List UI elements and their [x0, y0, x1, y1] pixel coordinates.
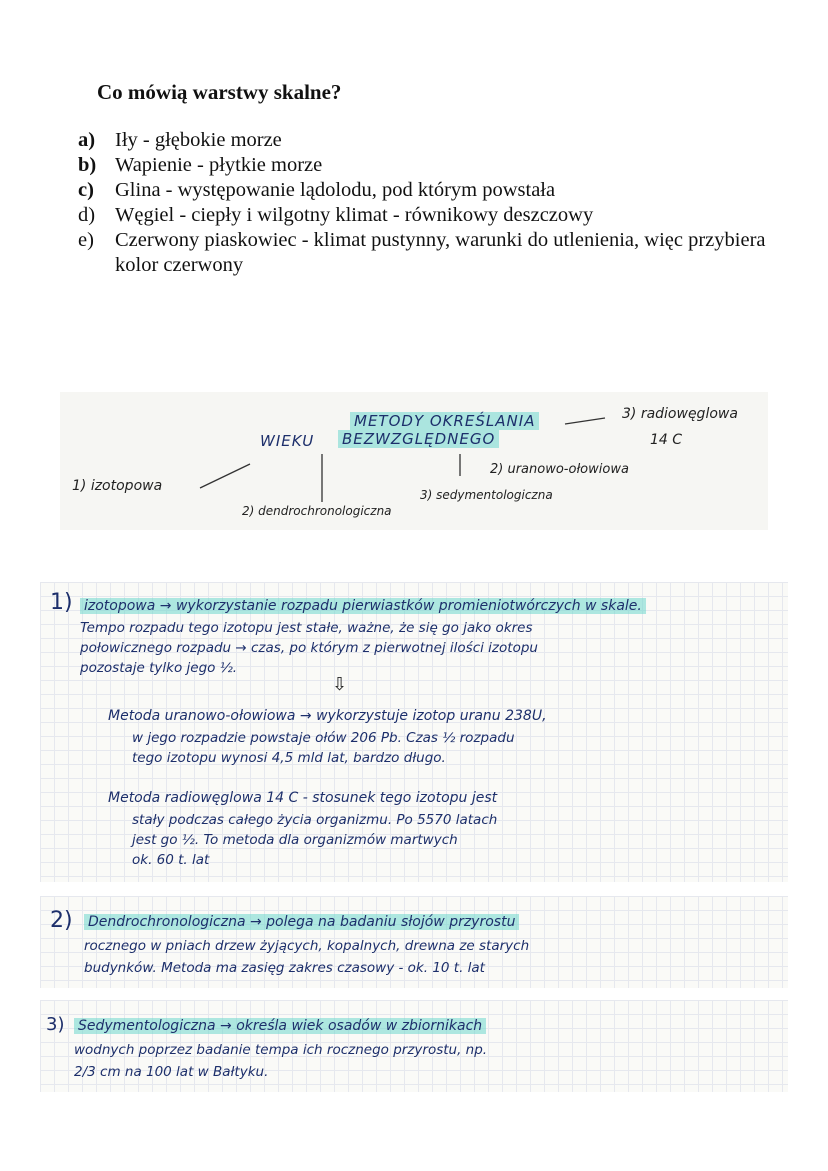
- note-line: ok. 60 t. lat: [132, 852, 210, 868]
- mindmap-carbon-label: 14 C: [650, 432, 683, 448]
- list-item: [78, 203, 778, 228]
- list-item: [78, 153, 778, 178]
- note-line: Tempo rozpadu tego izotopu jest stałe, ważne, że się go jako okres: [80, 620, 533, 636]
- handwritten-notes-sedym: [40, 1000, 788, 1092]
- note-line: stały podczas całego życia organizmu. Po 5570 latach: [132, 812, 498, 828]
- note-line: budynków. Metoda ma zasięg zakres czasowy - ok. 10 t. lat: [84, 960, 485, 976]
- handwritten-mindmap: [60, 392, 768, 530]
- note-line: pozostaje tylko jego ½.: [80, 660, 238, 676]
- list-text: Wapienie - płytkie morze: [115, 154, 323, 176]
- note-line: Metoda radiowęglowa 14 C - stosunek tego izotopu jest: [108, 790, 498, 806]
- mindmap-arrows: [60, 392, 768, 530]
- rock-layers-list: [78, 128, 778, 278]
- note-line: rocznego w pniach drzew żyjących, kopalnych, drewna ze starych: [84, 938, 530, 954]
- note-line: w jego rozpadzie powstaje ołów 206 Pb. Czas ½ rozpadu: [132, 730, 515, 746]
- list-label: d): [78, 204, 96, 226]
- list-text: Glina - występowanie lądolodu, pod którym powstała: [115, 179, 556, 201]
- note-line: wodnych poprzez badanie tempa ich rocznego przyrostu, np.: [74, 1042, 488, 1058]
- note-line: 2/3 cm na 100 lat w Bałtyku.: [74, 1064, 269, 1080]
- mindmap-method-dendro: 2) dendrochronologiczna: [242, 504, 392, 518]
- list-item: [78, 178, 778, 203]
- list-text: Iły - głębokie morze: [115, 129, 282, 151]
- list-label: a): [78, 129, 96, 151]
- handwritten-notes-dendro: [40, 896, 788, 988]
- mindmap-method-carbon: 3) radiowęglowa: [622, 406, 738, 422]
- list-item: [78, 228, 778, 278]
- page-title: Co mówią warstwy skalne?: [97, 80, 342, 104]
- note-number: 3): [46, 1014, 65, 1035]
- mindmap-method-uranium: 2) uranowo-ołowiowa: [490, 462, 629, 477]
- down-arrow-icon: ⇩: [332, 674, 348, 695]
- list-text: Węgiel - ciepły i wilgotny klimat - równikowy deszczowy: [115, 204, 594, 226]
- note-line: izotopowa → wykorzystanie rozpadu pierwiastków promieniotwórczych w skale.: [80, 598, 646, 614]
- list-label: b): [78, 154, 97, 176]
- mindmap-method-sedym: 3) sedymentologiczna: [420, 488, 553, 502]
- note-line: tego izotopu wynosi 4,5 mld lat, bardzo długo.: [132, 750, 446, 766]
- mindmap-title-top: METODY OKREŚLANIA: [350, 412, 539, 430]
- list-label: c): [78, 179, 94, 201]
- list-text: Czerwony piaskowiec - klimat pustynny, warunki do utlenienia, więc przybiera kolor czerwony: [115, 229, 766, 276]
- mindmap-title-right: BEZWZGLĘDNEGO: [338, 430, 499, 448]
- list-label: e): [78, 229, 94, 251]
- note-line: połowicznego rozpadu → czas, po którym z pierwotnej ilości izotopu: [80, 640, 538, 656]
- mindmap-title-left: WIEKU: [260, 432, 315, 450]
- note-line: jest go ½. To metoda dla organizmów martwych: [132, 832, 458, 848]
- note-line: Sedymentologiczna → określa wiek osadów w zbiornikach: [74, 1018, 486, 1034]
- note-line: Metoda uranowo-ołowiowa → wykorzystuje izotop uranu 238U,: [108, 708, 547, 724]
- note-line: Dendrochronologiczna → polega na badaniu słojów przyrostu: [84, 914, 519, 930]
- note-number: 1): [50, 590, 73, 615]
- note-number: 2): [50, 908, 73, 933]
- mindmap-method-isotope: 1) izotopowa: [72, 478, 163, 494]
- list-item: [78, 128, 778, 153]
- handwritten-notes-isotope: [40, 582, 788, 882]
